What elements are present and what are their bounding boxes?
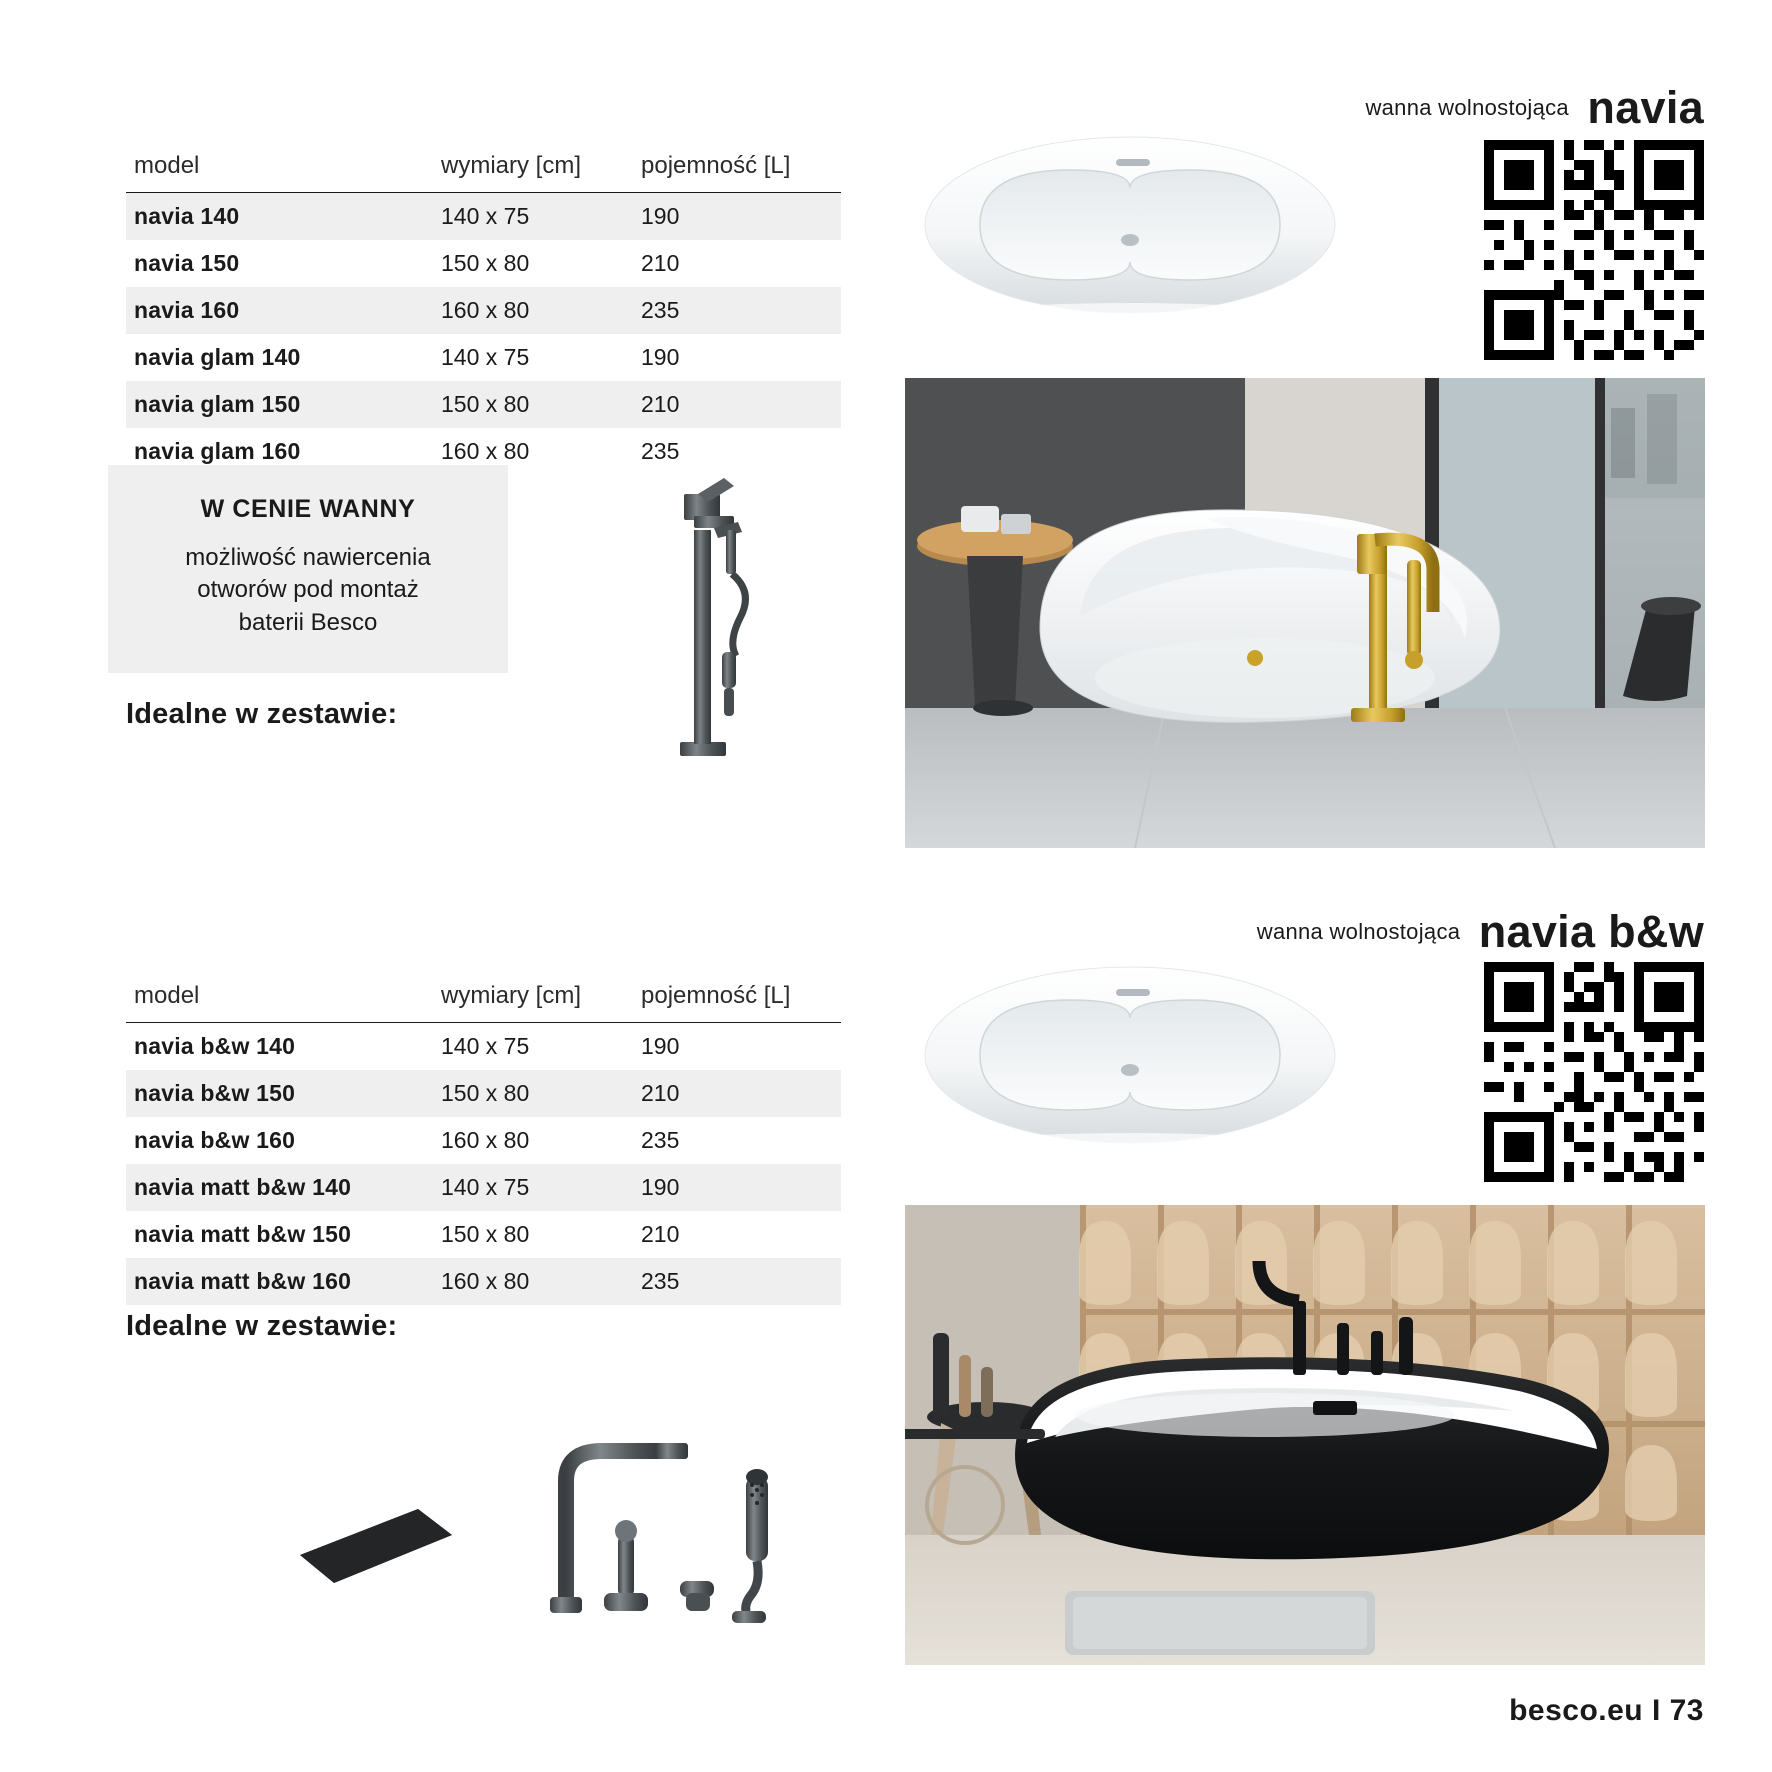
cell-dimensions: 150 x 80 xyxy=(441,1221,530,1247)
cell-model: navia 160 xyxy=(126,287,441,334)
cell-model: navia b&w 140 xyxy=(134,1033,296,1059)
ideal-set-label-1: Idealne w zestawie: xyxy=(126,698,398,730)
table-row xyxy=(126,1117,841,1164)
cell-dimensions: 160 x 80 xyxy=(441,1127,530,1153)
cell-dimensions: 160 x 80 xyxy=(441,438,530,464)
cell-model: navia 150 xyxy=(134,250,240,276)
table-row xyxy=(126,287,841,334)
cell-dimensions: 140 x 75 xyxy=(441,193,641,241)
table-row xyxy=(126,1211,841,1258)
price-included-box xyxy=(108,465,508,673)
product-header-navia xyxy=(1365,82,1704,134)
cell-model: navia matt b&w 160 xyxy=(126,1258,441,1305)
info-box-line-2: otworów pod montaż xyxy=(197,576,419,604)
table-row xyxy=(126,193,841,241)
cell-capacity: 210 xyxy=(641,381,841,428)
cell-dimensions: 150 x 80 xyxy=(441,1070,641,1117)
product-subtitle: wanna wolnostojąca xyxy=(1365,95,1569,120)
th-dimensions: wymiary [cm] xyxy=(441,152,641,193)
th-model: model xyxy=(126,152,441,193)
table-row xyxy=(126,1164,841,1211)
product-render-navia-bw xyxy=(920,955,1340,1170)
cell-dimensions: 150 x 80 xyxy=(441,381,641,428)
product-render-navia xyxy=(920,125,1340,340)
info-box-title: W CENIE WANNY xyxy=(200,495,416,523)
bathroom-scene-illustration xyxy=(905,1205,1705,1665)
cell-model: navia 140 xyxy=(126,193,441,241)
table-row xyxy=(126,240,841,287)
cell-capacity: 235 xyxy=(641,287,841,334)
bathroom-scene-illustration xyxy=(905,378,1705,848)
qr-code-navia-bw[interactable] xyxy=(1484,962,1704,1182)
info-box-line-1: możliwość nawiercenia xyxy=(185,544,431,571)
faucet-set-icon xyxy=(300,1425,840,1650)
spec-table-navia xyxy=(126,152,841,475)
cell-capacity: 235 xyxy=(641,1258,841,1305)
cell-capacity: 210 xyxy=(641,250,680,276)
cell-model: navia matt b&w 140 xyxy=(126,1164,441,1211)
cell-model: navia glam 150 xyxy=(126,381,441,428)
cell-dimensions: 160 x 80 xyxy=(441,287,641,334)
cell-dimensions: 160 x 80 xyxy=(441,1258,641,1305)
table-row xyxy=(126,1070,841,1117)
cell-model: navia b&w 150 xyxy=(126,1070,441,1117)
cell-dimensions: 140 x 75 xyxy=(441,344,530,370)
cell-capacity: 190 xyxy=(641,1164,841,1211)
cell-model: navia glam 160 xyxy=(134,438,301,464)
cell-capacity: 235 xyxy=(641,438,680,464)
cell-capacity: 235 xyxy=(641,1127,680,1153)
cell-model: navia matt b&w 150 xyxy=(134,1221,352,1247)
cell-capacity: 190 xyxy=(641,1033,680,1059)
page-footer: besco.eu I 73 xyxy=(1509,1694,1704,1727)
table-header-row xyxy=(126,982,841,1023)
th-capacity: pojemność [L] xyxy=(641,152,841,193)
lifestyle-photo-navia-bw xyxy=(905,1205,1705,1665)
cell-dimensions: 140 x 75 xyxy=(441,1164,641,1211)
faucet-set-4-hole xyxy=(300,1425,840,1650)
table-row xyxy=(126,1258,841,1305)
th-model: model xyxy=(126,982,441,1023)
table-header-row xyxy=(126,152,841,193)
table-row xyxy=(126,334,841,381)
qr-code-navia[interactable] xyxy=(1484,140,1704,360)
info-box-line-3: baterii Besco xyxy=(238,608,378,636)
cell-capacity: 210 xyxy=(641,1070,841,1117)
cell-capacity: 190 xyxy=(641,193,841,241)
cell-capacity: 210 xyxy=(641,1221,680,1247)
product-subtitle: wanna wolnostojąca xyxy=(1256,919,1461,944)
product-header-navia-bw xyxy=(1257,906,1704,958)
cell-model: navia b&w 160 xyxy=(134,1127,296,1153)
cell-capacity: 190 xyxy=(641,344,680,370)
faucet-floor-standing-graphite xyxy=(640,470,770,790)
cell-dimensions: 140 x 75 xyxy=(441,1033,530,1059)
th-capacity: pojemność [L] xyxy=(641,982,841,1023)
spec-table-navia-bw xyxy=(126,982,841,1305)
lifestyle-photo-navia xyxy=(905,378,1705,848)
faucet-icon xyxy=(640,470,770,790)
table-row xyxy=(126,1023,841,1071)
table-row xyxy=(126,381,841,428)
product-name: navia xyxy=(1587,82,1704,133)
ideal-set-label-2: Idealne w zestawie: xyxy=(126,1310,398,1342)
bathtub-top-view-icon xyxy=(920,125,1340,340)
th-dimensions: wymiary [cm] xyxy=(441,982,641,1023)
cell-dimensions: 150 x 80 xyxy=(441,250,530,276)
cell-model: navia glam 140 xyxy=(134,344,301,370)
qr-code-icon xyxy=(1484,140,1704,360)
bathtub-top-view-icon xyxy=(920,955,1340,1170)
product-name: navia b&w xyxy=(1478,906,1704,957)
qr-code-icon xyxy=(1484,962,1704,1182)
